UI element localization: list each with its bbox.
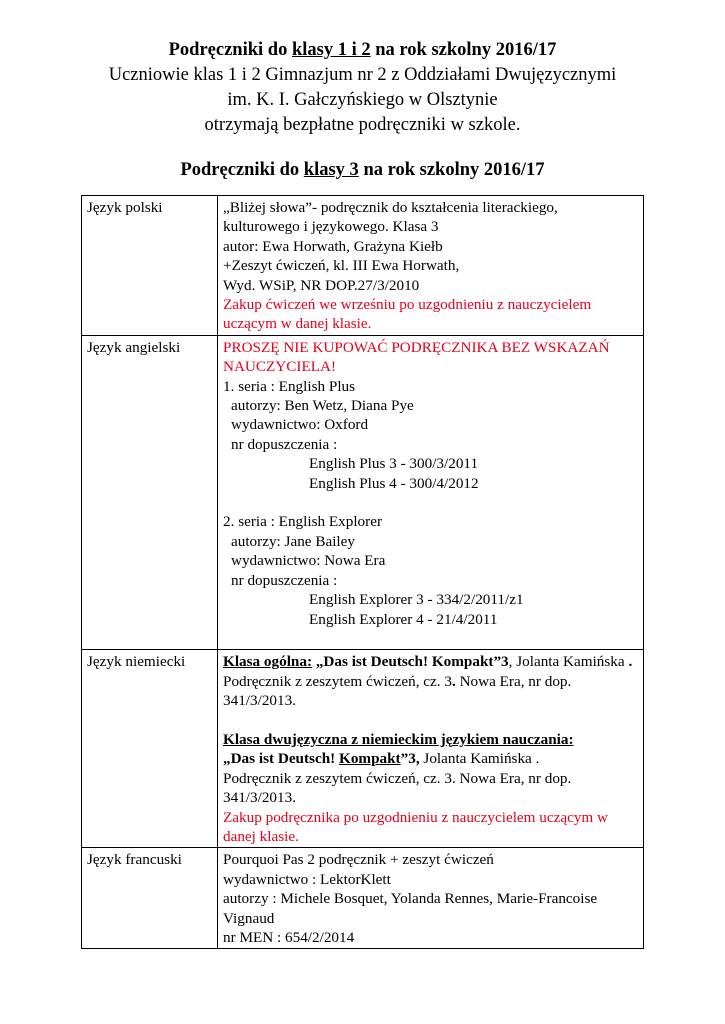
detail-line: autor: Ewa Horwath, Grażyna Kiełb: [223, 237, 443, 255]
series-authors: autorzy: Ben Wetz, Diana Pye: [231, 397, 414, 415]
series-publisher: wydawnictwo: Nowa Era: [231, 552, 386, 570]
main-title-suffix: na rok szkolny 2016/17: [370, 40, 557, 60]
section-heading-class: klasy 3: [303, 160, 359, 180]
subject-cell: Język polski: [82, 196, 218, 336]
book-approval: Nowa Era, nr dop. 341/3/2013.: [223, 672, 572, 710]
series-title: 1. seria : English Plus: [223, 377, 356, 395]
section-heading: [0, 158, 725, 183]
general-class-label: Klasa ogólna:: [223, 653, 313, 671]
series-title: 2. seria : English Explorer: [223, 513, 383, 531]
book-title: „Das ist Deutsch!: [223, 750, 340, 768]
book-publisher: wydawnictwo : LektorKlett: [223, 870, 391, 888]
table-row-polski: [82, 196, 644, 336]
book-approval: English Plus 3 - 300/3/2011: [309, 455, 479, 473]
detail-line: kulturowego i językowego. Klasa 3: [223, 218, 439, 236]
warning-note: PROSZĘ NIE KUPOWAĆ PODRĘCZNIKA BEZ WSKAZAŃ NAUCZYCIELA!: [223, 338, 610, 376]
book-title-underlined: Kompakt: [339, 750, 401, 768]
subject-cell: Język angielski: [82, 335, 218, 649]
section-heading-prefix: Podręczniki do: [180, 160, 304, 180]
table-row-niemiecki: [82, 650, 644, 848]
details-cell: [218, 650, 644, 848]
series-publisher: wydawnictwo: Oxford: [231, 416, 369, 434]
series-approval-label: nr dopuszczenia :: [231, 435, 338, 453]
purchase-note: Zakup ćwiczeń we wrześniu po uzgodnieniu z nauczycielem uczącym w danej klasie.: [223, 296, 592, 333]
general-class-entry: [223, 652, 638, 671]
spacer: [223, 629, 638, 648]
bilingual-class-label-text: Klasa dwujęzyczna z niemieckim językiem nauczania:: [223, 730, 574, 748]
header-line-2: Uczniowie klas 1 i 2 Gimnazjum nr 2 z Oddziałami Dwujęzycznymi: [108, 65, 617, 85]
subject-cell: Język niemiecki: [82, 650, 218, 848]
details-cell: [218, 196, 644, 336]
main-title-prefix: Podręczniki do: [168, 40, 292, 60]
punctuation: .: [628, 653, 633, 671]
book-approval: English Plus 4 - 300/4/2012: [309, 474, 479, 492]
book-title: Pourquoi Pas 2 podręcznik + zeszyt ćwiczeń: [223, 851, 494, 869]
details-cell: [218, 335, 644, 649]
detail-line: +Zeszyt ćwiczeń, kl. III Ewa Horwath,: [223, 257, 460, 275]
general-class-details: [223, 672, 638, 711]
book-authors: autorzy : Michele Bosquet, Yolanda Rennes, Marie-Francoise Vignaud: [223, 890, 598, 927]
table-row-francuski: [82, 848, 644, 949]
series-authors: autorzy: Jane Bailey: [231, 532, 355, 550]
header-line-3: im. K. I. Gałczyńskiego w Olsztynie: [227, 90, 498, 110]
spacer: [223, 493, 638, 512]
subject-cell: Język francuski: [82, 848, 218, 949]
main-title: [0, 38, 725, 63]
book-details: Podręcznik z zeszytem ćwiczeń, cz. 3: [223, 672, 452, 690]
bilingual-class-label: [223, 730, 638, 749]
punctuation: .: [451, 672, 456, 690]
spacer: [223, 711, 638, 730]
book-approval: English Explorer 4 - 21/4/2011: [309, 610, 498, 628]
series-approval-label: nr dopuszczenia :: [231, 571, 338, 589]
header-line-4: otrzymają bezpłatne podręczniki w szkole.: [204, 115, 521, 135]
book-title: „Das ist Deutsch! Kompakt”3: [312, 653, 509, 671]
book-approval: English Explorer 3 - 334/2/2011/z1: [309, 591, 524, 609]
bilingual-class-details: Podręcznik z zeszytem ćwiczeń, cz. 3. Nowa Era, nr dop. 341/3/2013.: [223, 769, 572, 807]
bilingual-class-entry: [223, 749, 638, 768]
detail-line: „Bliżej słowa”- podręcznik do kształcenia literackiego,: [223, 199, 558, 216]
book-author: , Jolanta Kamińska: [508, 653, 629, 671]
document-header: [0, 38, 725, 138]
detail-line: Wyd. WSiP, NR DOP.27/3/2010: [223, 276, 420, 294]
section-heading-suffix: na rok szkolny 2016/17: [358, 160, 545, 180]
details-cell: [218, 848, 644, 949]
purchase-note: Zakup podręcznika po uzgodnieniu z nauczycielem uczącym w danej klasie.: [223, 808, 609, 845]
main-title-class: klasy 1 i 2: [291, 40, 371, 60]
book-approval: nr MEN : 654/2/2014: [223, 928, 355, 946]
table-row-angielski: [82, 335, 644, 649]
textbooks-table: [81, 195, 644, 949]
book-author: Jolanta Kamińska .: [419, 750, 540, 768]
book-title-suffix: ”3,: [400, 750, 420, 768]
